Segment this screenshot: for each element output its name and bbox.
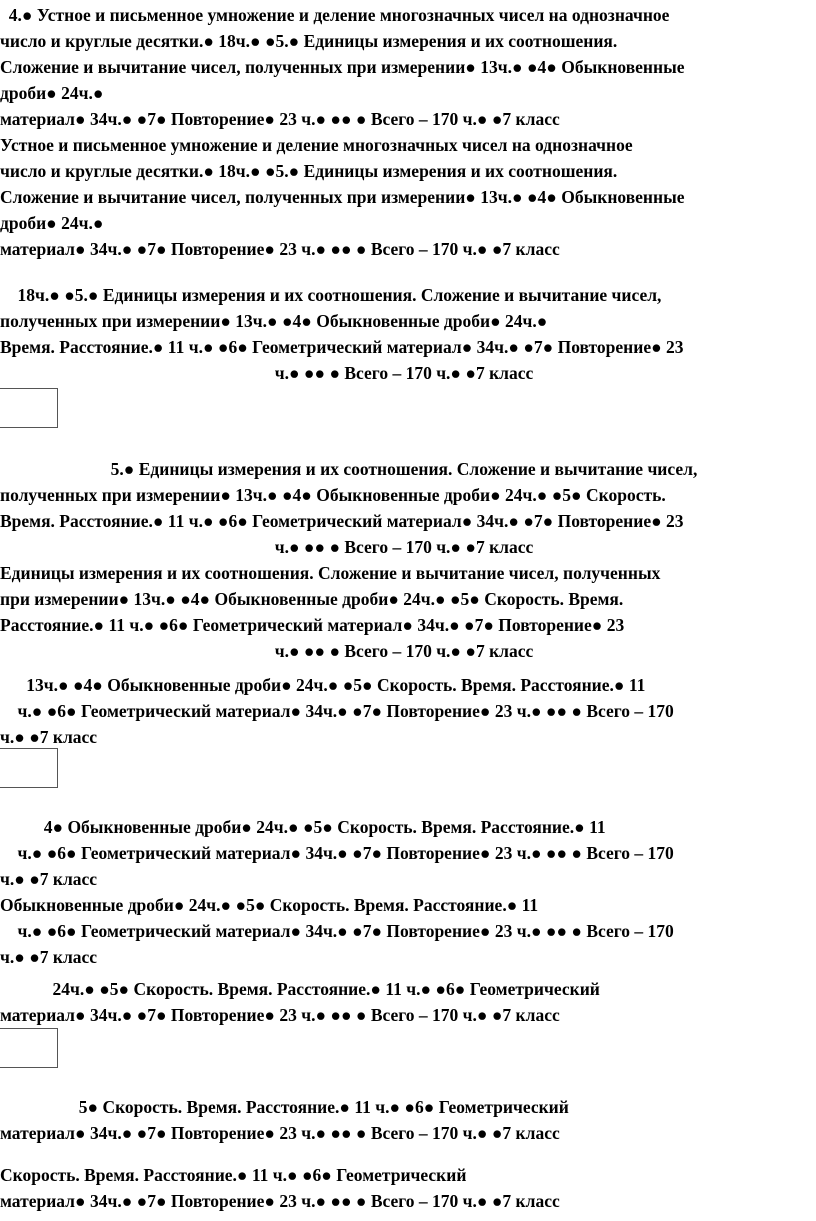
text-line: ч.● ●7 класс bbox=[0, 727, 98, 747]
text-line: Скорость. Время. Расстояние.● 11 ч.● ●6● Геометрический bbox=[0, 1165, 467, 1185]
text-line: 4● Обыкновенные дроби● 24ч.● ●5● Скорость. Время. Расстояние.● 11 bbox=[0, 817, 606, 837]
text-line: при измерении● 13ч.● ●4● Обыкновенные дроби● 24ч.● ●5● Скорость. Время. bbox=[0, 589, 624, 609]
text-line: Обыкновенные дроби● 24ч.● ●5● Скорость. Время. Расстояние.● 11 bbox=[0, 895, 539, 915]
text-line: дроби● 24ч.● bbox=[0, 83, 104, 103]
text-line: 13ч.● ●4● Обыкновенные дроби● 24ч.● ●5● Скорость. Время. Расстояние.● 11 bbox=[0, 675, 646, 695]
text-line: ч.● ●6● Геометрический материал● 34ч.● ●7● Повторение● 23 ч.● ●● ● Всего – 170 bbox=[0, 701, 674, 721]
text-line: Устное и письменное умножение и деление многозначных чисел на однозначное bbox=[0, 135, 633, 155]
text-line: Сложение и вычитание чисел, полученных при измерении● 13ч.● ●4● Обыкновенные bbox=[0, 57, 685, 77]
text-line: полученных при измерении● 13ч.● ●4● Обыкновенные дроби● 24ч.● ●5● Скорость. bbox=[0, 485, 666, 505]
text-block-9 bbox=[0, 672, 808, 750]
text-block-5 bbox=[0, 482, 808, 534]
text-line: ч.● ●6● Геометрический материал● 34ч.● ●7● Повторение● 23 ч.● ●● ● Всего – 170 bbox=[0, 843, 674, 863]
text-line: ч.● ●● ● Всего – 170 ч.● ●7 класс bbox=[274, 641, 534, 661]
text-line: Время. Расстояние.● 11 ч.● ●6● Геометрический материал● 34ч.● ●7● Повторение● 23 bbox=[0, 337, 684, 357]
text-line: число и круглые десятки.● 18ч.● ●5.● Единицы измерения и их соотношения. bbox=[0, 31, 618, 51]
text-line: материал● 34ч.● ●7● Повторение● 23 ч.● ●● ● Всего – 170 ч.● ●7 класс bbox=[0, 1191, 560, 1211]
text-line: 5● Скорость. Время. Расстояние.● 11 ч.● ●6● Геометрический bbox=[0, 1097, 569, 1117]
text-line: ч.● ●● ● Всего – 170 ч.● ●7 класс bbox=[274, 537, 534, 557]
text-line: Единицы измерения и их соотношения. Сложение и вычитание чисел, полученных bbox=[0, 563, 661, 583]
text-line: материал● 34ч.● ●7● Повторение● 23 ч.● ●● ● Всего – 170 ч.● ●7 класс bbox=[0, 1005, 560, 1025]
text-line: полученных при измерении● 13ч.● ●4● Обыкновенные дроби● 24ч.● bbox=[0, 311, 548, 331]
text-line: материал● 34ч.● ●7● Повторение● 23 ч.● ●● ● Всего – 170 ч.● ●7 класс bbox=[0, 239, 560, 259]
text-line: ч.● ●● ● Всего – 170 ч.● ●7 класс bbox=[274, 363, 534, 383]
text-line: Расстояние.● 11 ч.● ●6● Геометрический материал● 34ч.● ●7● Повторение● 23 bbox=[0, 615, 625, 635]
text-line: ч.● ●6● Геометрический материал● 34ч.● ●7● Повторение● 23 ч.● ●● ● Всего – 170 bbox=[0, 921, 674, 941]
text-line: материал● 34ч.● ●7● Повторение● 23 ч.● ●● ● Всего – 170 ч.● ●7 класс bbox=[0, 109, 560, 129]
text-line: Время. Расстояние.● 11 ч.● ●6● Геометрический материал● 34ч.● ●7● Повторение● 23 bbox=[0, 511, 684, 531]
text-block-13 bbox=[0, 1162, 808, 1214]
text-block-4 bbox=[0, 456, 808, 482]
empty-box bbox=[0, 748, 58, 788]
empty-box bbox=[0, 388, 58, 428]
text-block-10 bbox=[0, 814, 808, 970]
text-line: дроби● 24ч.● bbox=[0, 213, 104, 233]
text-line: число и круглые десятки.● 18ч.● ●5.● Единицы измерения и их соотношения. bbox=[0, 161, 618, 181]
text-line: ч.● ●7 класс bbox=[0, 869, 98, 889]
text-line: 18ч.● ●5.● Единицы измерения и их соотношения. Сложение и вычитание чисел, bbox=[0, 285, 662, 305]
text-block-3 bbox=[0, 360, 808, 386]
text-line: материал● 34ч.● ●7● Повторение● 23 ч.● ●● ● Всего – 170 ч.● ●7 класс bbox=[0, 1123, 560, 1143]
text-block-12 bbox=[0, 1094, 808, 1146]
text-block-11 bbox=[0, 976, 808, 1028]
text-line: 4.● Устное и письменное умножение и деление многозначных чисел на однозначное bbox=[0, 5, 670, 25]
text-line: 24ч.● ●5● Скорость. Время. Расстояние.● 11 ч.● ●6● Геометрический bbox=[0, 979, 600, 999]
empty-box bbox=[0, 1028, 58, 1068]
text-line: Сложение и вычитание чисел, полученных при измерении● 13ч.● ●4● Обыкновенные bbox=[0, 187, 685, 207]
text-block-8 bbox=[0, 638, 808, 664]
text-block-6 bbox=[0, 534, 808, 560]
text-block-7 bbox=[0, 560, 808, 638]
text-line: ч.● ●7 класс bbox=[0, 947, 98, 967]
text-block-1 bbox=[0, 2, 808, 262]
text-line: 5.● Единицы измерения и их соотношения. Сложение и вычитание чисел, bbox=[110, 459, 698, 479]
text-block-2 bbox=[0, 282, 808, 360]
